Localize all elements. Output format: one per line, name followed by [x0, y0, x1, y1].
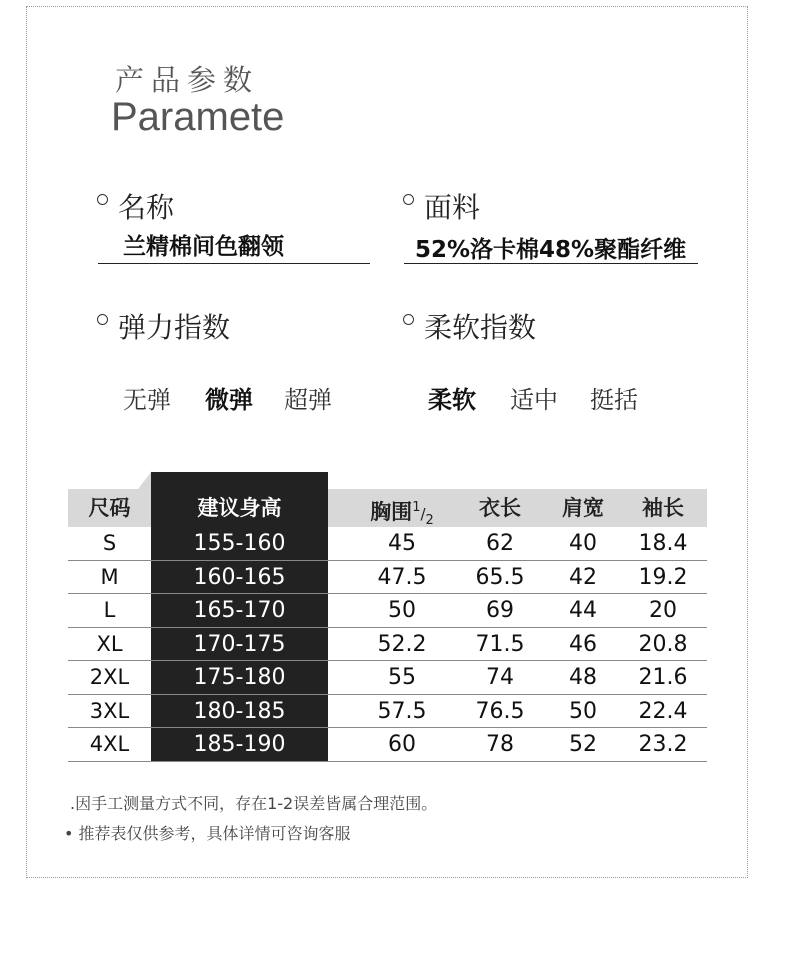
- fabric-underline: [404, 263, 698, 264]
- cell-chest: 47.5: [377, 564, 427, 590]
- note-measurement: .因手工测量方式不同，存在1-2误差皆属合理范围。: [70, 794, 438, 813]
- cell-length: 76.5: [475, 698, 525, 724]
- cell-shoulder: 48: [569, 665, 597, 690]
- section-title-cn: 产品参数: [115, 63, 260, 97]
- table-tab-corner: [138, 471, 152, 489]
- cell-chest: 57.5: [377, 698, 427, 724]
- param-fabric-label: 面料: [424, 191, 481, 224]
- cell-height: 175-180: [193, 665, 286, 690]
- cell-size: 4XL: [89, 732, 130, 756]
- cell-height: 160-165: [193, 564, 286, 590]
- elasticity-option-super: 超弹: [284, 386, 332, 414]
- cell-length: 78: [486, 732, 514, 757]
- circle-bullet-icon: [403, 314, 414, 325]
- cell-length: 71.5: [475, 631, 525, 657]
- cell-shoulder: 42: [569, 564, 597, 590]
- softness-option-medium: 适中: [510, 386, 558, 414]
- header-chest-slash: /: [420, 505, 426, 523]
- cell-size: L: [103, 598, 116, 622]
- param-fabric-value: 52%洛卡棉48%聚酯纤维: [415, 237, 687, 263]
- cell-shoulder: 40: [569, 531, 597, 556]
- cell-height: 180-185: [193, 698, 286, 724]
- name-underline: [98, 263, 370, 264]
- cell-height: 155-160: [193, 531, 286, 556]
- cell-chest: 52.2: [377, 631, 427, 657]
- section-title-en: Paramete: [111, 95, 285, 139]
- header-shoulder: 肩宽: [562, 496, 604, 520]
- cell-sleeve: 19.2: [638, 564, 688, 590]
- header-size: 尺码: [88, 496, 131, 520]
- cell-shoulder: 46: [569, 631, 597, 657]
- cell-shoulder: 52: [569, 732, 597, 757]
- softness-option-stiff: 挺括: [590, 386, 638, 414]
- cell-sleeve: 22.4: [638, 698, 688, 724]
- param-name-label: 名称: [118, 191, 175, 224]
- cell-height: 165-170: [193, 598, 286, 623]
- row-divider: [68, 761, 707, 762]
- cell-sleeve: 20.8: [638, 631, 688, 657]
- circle-bullet-icon: [97, 194, 108, 205]
- cell-length: 62: [486, 531, 514, 556]
- cell-height: 185-190: [193, 732, 286, 757]
- header-chest-denominator: 2: [425, 513, 434, 529]
- cell-size: M: [100, 564, 119, 589]
- cell-sleeve: 18.4: [638, 531, 688, 556]
- circle-bullet-icon: [97, 314, 108, 325]
- note-reference: • 推荐表仅供参考，具体详情可咨询客服: [64, 824, 351, 843]
- header-height: 建议身高: [197, 496, 282, 520]
- cell-shoulder: 50: [569, 698, 597, 724]
- cell-length: 65.5: [475, 564, 525, 590]
- cell-sleeve: 21.6: [638, 665, 688, 690]
- header-sleeve: 袖长: [642, 496, 684, 520]
- param-softness-label: 柔软指数: [424, 311, 537, 344]
- cell-size: XL: [96, 631, 123, 656]
- cell-sleeve: 20: [649, 598, 677, 623]
- header-length: 衣长: [479, 496, 521, 520]
- cell-shoulder: 44: [569, 598, 597, 623]
- cell-length: 74: [486, 665, 514, 690]
- param-elasticity-label: 弹力指数: [118, 311, 231, 344]
- elasticity-option-none: 无弹: [123, 386, 171, 414]
- cell-size: S: [102, 531, 117, 555]
- cell-chest: 45: [388, 531, 416, 556]
- cell-height: 170-175: [193, 631, 286, 657]
- softness-option-soft: 柔软: [428, 386, 476, 414]
- cell-sleeve: 23.2: [638, 732, 688, 757]
- cell-length: 69: [486, 598, 514, 623]
- cell-chest: 50: [388, 598, 416, 623]
- cell-size: 2XL: [89, 665, 130, 689]
- elasticity-option-slight: 微弹: [205, 386, 253, 414]
- header-chest-numerator: 1: [412, 500, 421, 515]
- header-chest-label: 胸围: [370, 500, 413, 524]
- cell-size: 3XL: [89, 698, 130, 723]
- cell-chest: 60: [388, 732, 416, 757]
- cell-chest: 55: [388, 665, 416, 690]
- circle-bullet-icon: [403, 194, 414, 205]
- param-name-value: 兰精棉间色翻领: [123, 234, 284, 260]
